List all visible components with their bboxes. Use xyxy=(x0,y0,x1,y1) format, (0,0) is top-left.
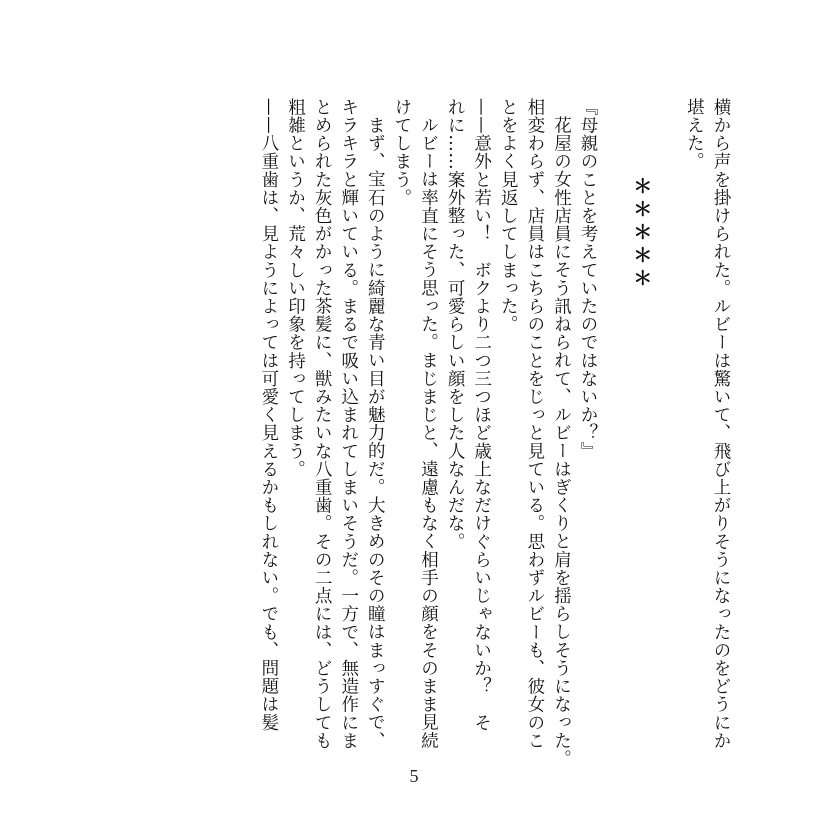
text-line: 花屋の女性店員にそう訊ねられて、ルビーはぎくりと肩を揺らしそうになった。 xyxy=(551,115,572,768)
text-line: れに……案外整った、可愛らしい顔をした人なんだな。 xyxy=(445,98,466,551)
section-separator: ＊＊＊＊＊ xyxy=(630,176,653,291)
blank-line xyxy=(601,98,628,818)
text-line: 堪えた。 xyxy=(684,98,705,171)
vertical-text-body xyxy=(255,98,734,818)
text-line: キラキラと輝いている。まるで吸い込まれてしまいそうだ。一方で、無造作にま xyxy=(338,98,359,750)
text-line: 相変わらず、店員はこちらのことをじっと見ている。思わずルビーも、彼女のこ xyxy=(524,98,545,750)
text-line: とをよく見返してしまった。 xyxy=(498,98,519,334)
text-line: ——八重歯は、見ようによっては可愛く見えるかもしれない。でも、問題は髪 xyxy=(258,98,279,732)
text-line: ——意外と若い！ ボクより二つ三つほど歳上なだけぐらいじゃないか？ そ xyxy=(471,98,492,732)
text-line: 横から声を掛けられた。ルビーは驚いて、飛び上がりそうになったのをどうにか xyxy=(711,98,731,750)
page-number: 5 xyxy=(409,766,419,786)
blank-line xyxy=(654,98,681,818)
text-line: ルビーは率直にそう思った。まじまじと、遠慮もなく相手の顔をそのまま見続 xyxy=(418,115,439,749)
text-line: とめられた灰色がかった茶髪に、獣みたいな八重歯。その二点には、どうしても xyxy=(312,98,333,750)
text-line: 『母親のことを考えていたのではないか？』 xyxy=(578,98,599,460)
text-line: 粗雑というか、荒々しい印象を持ってしまう。 xyxy=(285,98,306,479)
text-line: まず、宝石のように綺麗な青い目が魅力的だ。大きめのその瞳はまっすぐで、 xyxy=(365,115,386,749)
text-line: けてしまう。 xyxy=(391,98,412,207)
